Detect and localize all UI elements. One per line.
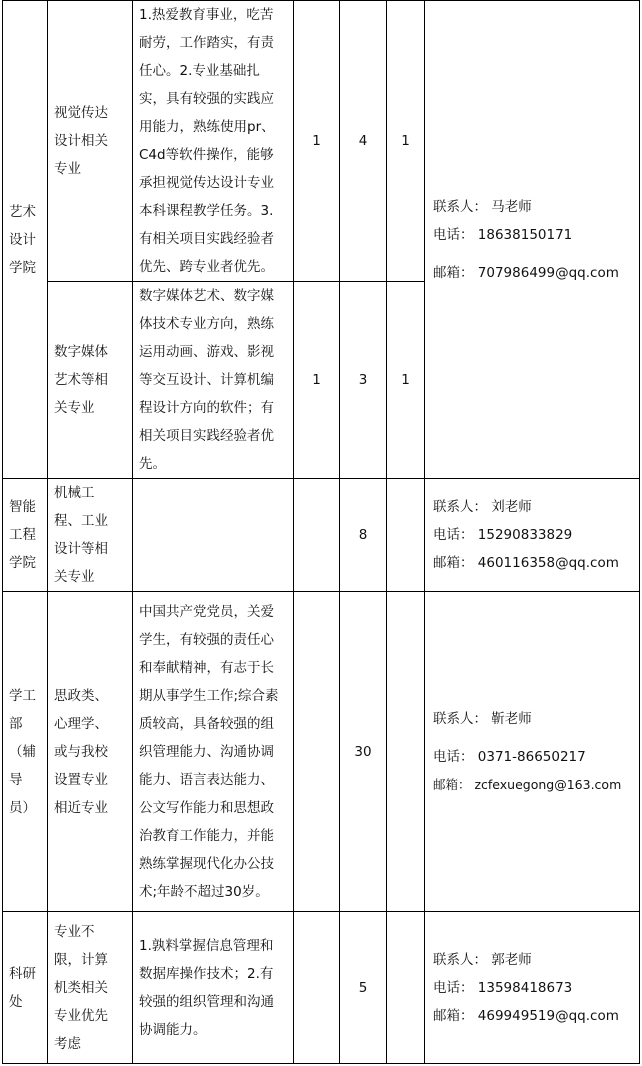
contact-person: 联系人： 马老师	[433, 198, 532, 215]
table-row	[3, 479, 640, 592]
count-cell-3: 1	[387, 1, 425, 282]
college-cell: 艺术 设计 学院	[3, 1, 48, 479]
contact-cell	[425, 912, 640, 1064]
contact-phone: 电话： 13598418673	[433, 979, 573, 996]
count-cell-1	[294, 912, 340, 1064]
requirement-cell: 1.热爱教育事业，吃苦 耐劳，工作踏实，有责 任心。2.专业基础扎 实，具有较强的实践应 用能力，熟练使用pr、 C4d等软件操作，能够 承担视觉传达设计专业 本科课程教学任务。3. 有相关项目实践经验者 优先、跨专业者优先。	[133, 1, 294, 282]
requirement-cell: 数字媒体艺术、数字媒 体技术专业方向，熟练 运用动画、游戏、影视 等交互设计、计算机编 程设计方向的软件；有 相关项目实践经验者优 先。	[133, 282, 294, 479]
table-row	[3, 592, 640, 912]
major-cell: 思政类、 心理学、 或与我校 设置专业 相近专业	[48, 592, 133, 912]
requirement-cell: 1.孰料掌握信息管理和 数据库操作技术；2.有 较强的组织管理和沟通 协调能力。	[133, 912, 294, 1064]
college-cell: 科研 处	[3, 912, 48, 1064]
count-cell-1: 1	[294, 1, 340, 282]
count-cell-3	[387, 912, 425, 1064]
count-cell-2: 30	[340, 592, 387, 912]
count-cell-3: 1	[387, 282, 425, 479]
major-cell: 机械工 程、工业 设计等相 关专业	[48, 479, 133, 592]
contact-person: 联系人： 靳老师	[433, 710, 532, 727]
college-cell: 学工 部 （辅 导 员）	[3, 592, 48, 912]
contact-email: 邮箱： 460116358@qq.com	[433, 555, 619, 571]
major-cell: 视觉传达 设计相关 专业	[48, 1, 133, 282]
count-cell-3	[387, 479, 425, 592]
count-cell-1: 1	[294, 282, 340, 479]
table-row	[3, 912, 640, 1064]
contact-person: 联系人： 郭老师	[433, 951, 532, 968]
requirement-cell: 中国共产党党员，关爱 学生，有较强的责任心 和奉献精神，有志于长 期从事学生工作;综合素 质较高，具备较强的组 织管理能力、沟通协调 能力、语言表达能力、 公文写作能力和思想政 治教育工作能力，并能 熟练掌握现代化办公技 术;年龄不超过30岁。	[133, 592, 294, 912]
count-cell-3	[387, 592, 425, 912]
contact-person: 联系人： 刘老师	[433, 499, 532, 515]
major-cell: 专业不 限，计算 机类相关 专业优先 考虑	[48, 912, 133, 1064]
contact-cell	[425, 1, 640, 479]
count-cell-2: 8	[340, 479, 387, 592]
contact-cell	[425, 592, 640, 912]
contact-email: 邮箱： 707986499@qq.com	[433, 264, 619, 281]
requirement-cell	[133, 479, 294, 592]
count-cell-2: 3	[340, 282, 387, 479]
contact-email: 邮箱： zcfexuegong@163.com	[433, 776, 622, 792]
table-row	[3, 1, 640, 282]
count-cell-1	[294, 592, 340, 912]
count-cell-2: 5	[340, 912, 387, 1064]
contact-cell	[425, 479, 640, 592]
count-cell-2: 4	[340, 1, 387, 282]
recruitment-table	[2, 0, 640, 1064]
contact-phone: 电话： 15290833829	[433, 527, 573, 543]
count-cell-1	[294, 479, 340, 592]
contact-email: 邮箱： 469949519@qq.com	[433, 1007, 619, 1024]
major-cell: 数字媒体 艺术等相 关专业	[48, 282, 133, 479]
college-cell: 智能 工程 学院	[3, 479, 48, 592]
contact-phone: 电话： 18638150171	[433, 226, 573, 243]
contact-phone: 电话： 0371-86650217	[433, 748, 586, 765]
